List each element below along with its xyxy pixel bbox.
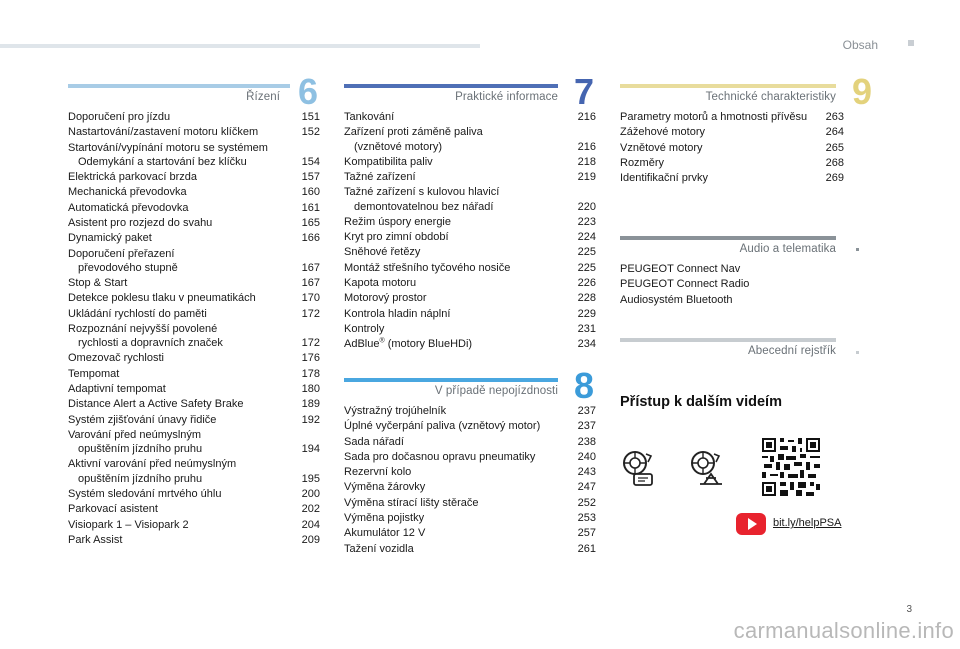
toc-entry-page: 157 — [301, 171, 320, 184]
toc-entry-text: Zážehové motory — [620, 126, 705, 139]
toc-entry-page: 237 — [577, 420, 596, 433]
section-line — [344, 84, 558, 88]
toc-entry-title — [68, 291, 294, 305]
toc-entry-title — [620, 171, 818, 185]
section-title: Praktické informace — [455, 91, 558, 103]
toc-entry-title — [344, 276, 570, 290]
toc-entry-text: Ukládání rychlostí do paměti — [68, 307, 207, 320]
section-header — [620, 232, 836, 262]
toc-entry-text: PEUGEOT Connect Nav — [620, 263, 741, 275]
toc-entry[interactable] — [344, 291, 596, 306]
toc-entry-page: 166 — [301, 232, 320, 245]
section-title: Řízení — [246, 91, 280, 103]
toc-entry[interactable] — [620, 141, 844, 156]
toc-entry-text: Park Assist — [68, 533, 123, 546]
section-6 — [68, 71, 320, 548]
toc-entry[interactable] — [68, 110, 320, 125]
toc-entry-text: Startování/vypínání motoru se systémem Odemykání a startování bez klíčku — [68, 141, 268, 168]
toc-entry-title — [68, 247, 294, 275]
toc-entry-text: Parametry motorů a hmotnosti přívěsu — [620, 111, 808, 123]
toc-entry-page: 216 — [577, 140, 596, 153]
section-header — [620, 334, 836, 364]
toc-entry-title — [68, 110, 294, 124]
toc-entry-text: Automatická převodovka — [68, 201, 189, 214]
section-line — [620, 338, 836, 342]
toc-entry-text: Rozměry — [620, 156, 665, 169]
section-title: V případě nepojízdnosti — [434, 385, 558, 397]
toc-entry-page: 263 — [825, 111, 844, 123]
video-heading: Přístup k dalším videím — [620, 394, 782, 410]
toc-entry-page: 257 — [577, 527, 596, 540]
toc-entry-page: 268 — [825, 156, 844, 169]
toc-list — [620, 262, 836, 308]
toc-entry-page: 200 — [301, 487, 320, 500]
toc-entry-title — [344, 542, 570, 556]
toc-entry-page: 167 — [301, 261, 320, 274]
toc-entry-title — [68, 216, 294, 230]
toc-entry-page: 204 — [301, 518, 320, 531]
toc-entry-page: 240 — [577, 450, 596, 463]
toc-entry-title — [68, 351, 294, 365]
top-decor-bar — [0, 44, 480, 48]
toc-entry-title — [68, 397, 294, 411]
toc-entry-text: Omezovač rychlosti — [68, 352, 164, 365]
toc-entry-page: 234 — [577, 338, 596, 351]
toc-entry-page: 176 — [301, 352, 320, 365]
toc-entry-page: 192 — [301, 413, 320, 426]
watermark: carmanualsonline.info — [733, 618, 954, 643]
toc-entry-text: Sada pro dočasnou opravu pneumatiky — [344, 450, 536, 463]
toc-entry-title — [68, 487, 294, 501]
toc-entry[interactable] — [68, 413, 320, 428]
toc-entry-title — [344, 511, 570, 525]
toc-entry-text: Motorový prostor — [344, 292, 427, 305]
help-video-link[interactable]: bit.ly/helpPSA — [773, 517, 842, 529]
toc-entry-page: 264 — [825, 126, 844, 139]
toc-entry[interactable] — [68, 247, 320, 277]
toc-entry-title — [620, 277, 810, 291]
toc-entry-page: 202 — [301, 503, 320, 516]
toc-entry-title — [68, 125, 294, 139]
toc-entry-page: 265 — [825, 141, 844, 154]
toc-entry-title — [68, 502, 294, 516]
section-header — [68, 71, 320, 112]
toc-entry-text: Akumulátor 12 V — [344, 527, 426, 540]
toc-entry-text: Elektrická parkovací brzda — [68, 171, 197, 184]
toc-entry-page: 178 — [301, 367, 320, 380]
toc-entry-text: Tažné zařízení — [344, 171, 416, 184]
toc-entry-page: 189 — [301, 398, 320, 411]
toc-list — [344, 404, 596, 557]
toc-entry[interactable] — [68, 533, 320, 548]
toc-entry[interactable] — [68, 322, 320, 352]
toc-entry-text: Detekce poklesu tlaku v pneumatikách — [68, 292, 256, 305]
section-header — [620, 71, 872, 112]
toc-entry[interactable] — [344, 435, 596, 450]
toc-entry-title — [344, 419, 570, 433]
toc-entry[interactable] — [344, 125, 596, 155]
section-marker — [856, 248, 859, 251]
toc-entry-title — [68, 413, 294, 427]
header-title: Obsah — [842, 38, 878, 52]
toc-entry[interactable] — [68, 382, 320, 397]
toc-entry[interactable] — [344, 526, 596, 541]
page-number: 3 — [906, 604, 912, 615]
section-line — [68, 84, 290, 88]
qr-code-icon — [762, 438, 820, 496]
toc-entry[interactable] — [344, 404, 596, 419]
section-title: Technické charakteristiky — [705, 91, 836, 103]
toc-entry-title — [344, 245, 570, 259]
toc-entry-text: Audiosystém Bluetooth — [620, 293, 733, 306]
header-marker — [908, 40, 914, 46]
toc-entry-title — [344, 170, 570, 184]
toc-entry-page: 152 — [301, 126, 320, 139]
toc-entry-page: 170 — [301, 292, 320, 305]
toc-entry-text: PEUGEOT Connect Radio — [620, 278, 750, 291]
toc-entry-text: Sada nářadí — [344, 435, 404, 448]
toc-entry-title — [344, 185, 570, 213]
toc-entry-text: Stop & Start — [68, 277, 128, 290]
toc-entry[interactable] — [344, 450, 596, 465]
toc-entry[interactable] — [344, 185, 596, 215]
toc-entry-page: 228 — [577, 292, 596, 305]
toc-entry-title — [68, 382, 294, 396]
toc-entry-title — [344, 291, 570, 305]
toc-entry-text-suffix: (motory BlueHDi) — [384, 338, 473, 351]
toc-entry-text: Varování před neúmyslným opuštěním jízdního pruhu — [68, 428, 203, 456]
toc-entry[interactable] — [68, 291, 320, 306]
toc-entry-text: Tankování — [344, 111, 395, 123]
toc-entry-title — [68, 276, 294, 290]
youtube-icon — [736, 513, 766, 535]
toc-list — [620, 110, 844, 186]
toc-entry[interactable] — [68, 170, 320, 185]
toc-entry-title — [620, 141, 818, 155]
toc-entry[interactable] — [68, 307, 320, 322]
toc-entry-text: Rozpoznání nejvyšší povolené rychlosti a dopravních značek — [68, 322, 223, 350]
toc-entry-text: Výměna žárovky — [344, 481, 426, 494]
toc-entry[interactable] — [68, 231, 320, 246]
toc-entry[interactable] — [344, 276, 596, 291]
toc-entry[interactable] — [68, 487, 320, 502]
toc-entry[interactable] — [620, 156, 844, 171]
toc-entry-title — [68, 533, 294, 547]
toc-entry[interactable] — [344, 465, 596, 480]
toc-entry[interactable] — [344, 110, 596, 125]
toc-entry-page: 180 — [301, 383, 320, 396]
toc-entry-text: Tempomat — [68, 367, 120, 380]
toc-entry[interactable] — [68, 457, 320, 487]
tire-repair-kit-icon — [622, 450, 658, 488]
section-title: Audio a telematika — [739, 243, 836, 255]
toc-entry-page: 261 — [577, 542, 596, 555]
toc-entry[interactable] — [620, 262, 836, 277]
toc-entry-page: 225 — [577, 246, 596, 259]
toc-entry-title — [344, 125, 570, 153]
toc-entry-text: Identifikační prvky — [620, 172, 709, 185]
section-line — [344, 378, 558, 382]
toc-entry[interactable] — [344, 542, 596, 557]
toc-entry-text: Sněhové řetězy — [344, 246, 421, 259]
toc-entry-page: 247 — [577, 481, 596, 494]
toc-entry-text: Kontroly — [344, 322, 385, 335]
section-title: Abecední rejstřík — [748, 345, 836, 357]
toc-entry[interactable] — [344, 155, 596, 170]
toc-entry-title — [344, 230, 570, 244]
toc-entry-title — [344, 261, 570, 275]
toc-entry[interactable] — [68, 518, 320, 533]
toc-entry-text: Kapota motoru — [344, 277, 417, 290]
toc-entry[interactable] — [344, 215, 596, 230]
toc-entry[interactable] — [344, 480, 596, 495]
toc-entry-text: Doporučení přeřazení převodového stupně — [68, 247, 178, 274]
toc-entry-page: 216 — [577, 111, 596, 123]
toc-entry-page: 160 — [301, 186, 320, 199]
section-index — [620, 334, 836, 364]
toc-entry-title — [344, 404, 570, 418]
toc-entry-page: 269 — [825, 172, 844, 185]
toc-entry-text: Dynamický paket — [68, 232, 152, 245]
toc-entry-title — [344, 307, 570, 321]
section-marker — [856, 351, 859, 354]
toc-entry-title — [344, 337, 570, 351]
toc-entry[interactable] — [344, 419, 596, 434]
toc-entry-text: Zařízení proti záměně paliva (vznětové motory) — [344, 126, 483, 153]
toc-entry-text: Nastartování/zastavení motoru klíčkem — [68, 126, 259, 139]
toc-entry-page: 172 — [301, 337, 320, 350]
toc-entry-text: Kontrola hladin náplní — [344, 307, 451, 320]
toc-entry-page: 209 — [301, 533, 320, 546]
toc-entry-text: AdBlue — [344, 338, 380, 351]
toc-entry-text: Tažení vozidla — [344, 542, 414, 555]
toc-entry-title — [620, 293, 810, 307]
toc-entry-page: 165 — [301, 216, 320, 229]
toc-entry[interactable] — [344, 261, 596, 276]
toc-entry-page: 161 — [301, 201, 320, 214]
toc-entry-title — [68, 367, 294, 381]
toc-entry[interactable] — [620, 110, 844, 125]
toc-entry-title — [344, 480, 570, 494]
toc-entry-text: Výstražný trojúhelník — [344, 405, 447, 417]
toc-entry[interactable] — [344, 245, 596, 260]
toc-entry[interactable] — [620, 293, 836, 308]
toc-entry-page: 154 — [301, 155, 320, 168]
toc-entry[interactable] — [344, 337, 596, 352]
toc-entry[interactable] — [68, 397, 320, 412]
section-number: 8 — [573, 365, 594, 406]
toc-entry-text: Úplné vyčerpání paliva (vznětový motor) — [344, 420, 541, 433]
toc-entry[interactable] — [620, 125, 844, 140]
section-line — [620, 236, 836, 240]
toc-entry-title — [620, 125, 818, 139]
toc-entry-text: Mechanická převodovka — [68, 186, 187, 199]
toc-entry-text: Systém sledování mrtvého úhlu — [68, 487, 222, 500]
section-header — [344, 365, 596, 406]
toc-entry[interactable] — [68, 141, 320, 171]
toc-entry-title — [68, 322, 294, 350]
toc-entry-text: Montáž střešního tyčového nosiče — [344, 261, 511, 274]
toc-entry-text: Vznětové motory — [620, 141, 703, 154]
toc-entry[interactable] — [68, 125, 320, 140]
toc-entry[interactable] — [68, 185, 320, 200]
toc-entry-text: Výměna pojistky — [344, 512, 425, 525]
section-line — [620, 84, 836, 88]
toc-entry-text: Distance Alert a Active Safety Brake — [68, 398, 244, 411]
toc-entry[interactable] — [344, 307, 596, 322]
toc-entry-page: 243 — [577, 466, 596, 479]
toc-entry-title — [68, 185, 294, 199]
toc-entry[interactable] — [68, 351, 320, 366]
toc-entry-text: Rezervní kolo — [344, 466, 412, 479]
toc-entry-text: Asistent pro rozjezd do svahu — [68, 216, 213, 229]
toc-entry-title — [344, 465, 570, 479]
toc-entry[interactable] — [620, 277, 836, 292]
toc-entry-page: 225 — [577, 261, 596, 274]
toc-entry-page: 224 — [577, 231, 596, 244]
toc-entry[interactable] — [68, 216, 320, 231]
toc-entry-title — [344, 435, 570, 449]
toc-entry-title — [620, 156, 818, 170]
toc-entry-page: 172 — [301, 307, 320, 320]
toc-entry-page: 253 — [577, 512, 596, 525]
toc-entry[interactable] — [620, 171, 844, 186]
toc-entry-title — [68, 428, 294, 456]
toc-entry[interactable] — [344, 322, 596, 337]
toc-entry-page: 151 — [301, 111, 320, 123]
toc-entry-page: 238 — [577, 435, 596, 448]
toc-entry-page: 167 — [301, 277, 320, 290]
toc-entry-title — [68, 170, 294, 184]
toc-entry-text: Kompatibilita paliv — [344, 155, 433, 168]
tire-change-jack-icon — [690, 450, 726, 488]
toc-entry-text: Režim úspory energie — [344, 215, 451, 228]
section-7 — [344, 71, 596, 353]
toc-entry-title — [344, 496, 570, 510]
section-9 — [620, 71, 872, 186]
toc-entry-title — [344, 155, 570, 169]
toc-entry-title — [620, 262, 810, 276]
toc-entry-title — [68, 307, 294, 321]
toc-entry-text: Adaptivní tempomat — [68, 383, 166, 396]
toc-entry-page: 195 — [301, 472, 320, 485]
toc-entry-page: 229 — [577, 307, 596, 320]
toc-entry-text: Kryt pro zimní období — [344, 231, 449, 244]
toc-entry-text: Aktivní varování před neúmyslným opuštěním jízdního pruhu — [68, 458, 237, 485]
toc-entry[interactable] — [68, 276, 320, 291]
toc-entry[interactable] — [344, 230, 596, 245]
toc-entry-title — [68, 141, 294, 169]
toc-entry-text: Systém zjišťování únavy řidiče — [68, 413, 217, 426]
toc-entry-page: 220 — [577, 200, 596, 213]
trademark-sup: ® — [379, 337, 385, 345]
toc-entry-title — [344, 215, 570, 229]
toc-list — [68, 110, 320, 548]
toc-entry-page: 219 — [577, 171, 596, 184]
toc-entry-page: 194 — [301, 443, 320, 456]
toc-entry-page: 252 — [577, 496, 596, 509]
toc-entry-page: 231 — [577, 322, 596, 335]
toc-entry-title — [344, 322, 570, 336]
toc-entry[interactable] — [344, 511, 596, 526]
toc-entry-title — [344, 110, 570, 124]
toc-entry[interactable] — [68, 428, 320, 458]
toc-entry-title — [344, 526, 570, 540]
toc-entry[interactable] — [344, 496, 596, 511]
toc-entry-text: Parkovací asistent — [68, 503, 158, 516]
toc-entry-page: 223 — [577, 215, 596, 228]
toc-entry-title — [68, 457, 294, 485]
toc-entry-page: 218 — [577, 155, 596, 168]
toc-entry-text: Tažné zařízení s kulovou hlavicí demontovatelnou bez nářadí — [344, 186, 500, 213]
toc-entry-text: Doporučení pro jízdu — [68, 111, 171, 123]
toc-entry-title — [68, 201, 294, 215]
toc-entry-page: 237 — [577, 405, 596, 417]
toc-entry-text: Visiopark 1 – Visiopark 2 — [68, 518, 189, 531]
toc-entry-page: 226 — [577, 277, 596, 290]
toc-entry-title — [620, 110, 818, 124]
section-number: 9 — [851, 71, 872, 112]
toc-entry-title — [344, 450, 570, 464]
toc-list — [344, 110, 596, 353]
toc-entry-text: Výměna stírací lišty stěrače — [344, 496, 479, 509]
toc-entry[interactable] — [68, 502, 320, 517]
toc-entry-title — [68, 231, 294, 245]
toc-entry[interactable] — [68, 367, 320, 382]
section-number: 6 — [297, 71, 318, 112]
section-8 — [344, 365, 596, 557]
toc-entry[interactable] — [68, 201, 320, 216]
section-number: 7 — [573, 71, 594, 112]
section-audio — [620, 232, 836, 308]
section-header — [344, 71, 596, 112]
toc-entry[interactable] — [344, 170, 596, 185]
toc-entry-title — [68, 518, 294, 532]
